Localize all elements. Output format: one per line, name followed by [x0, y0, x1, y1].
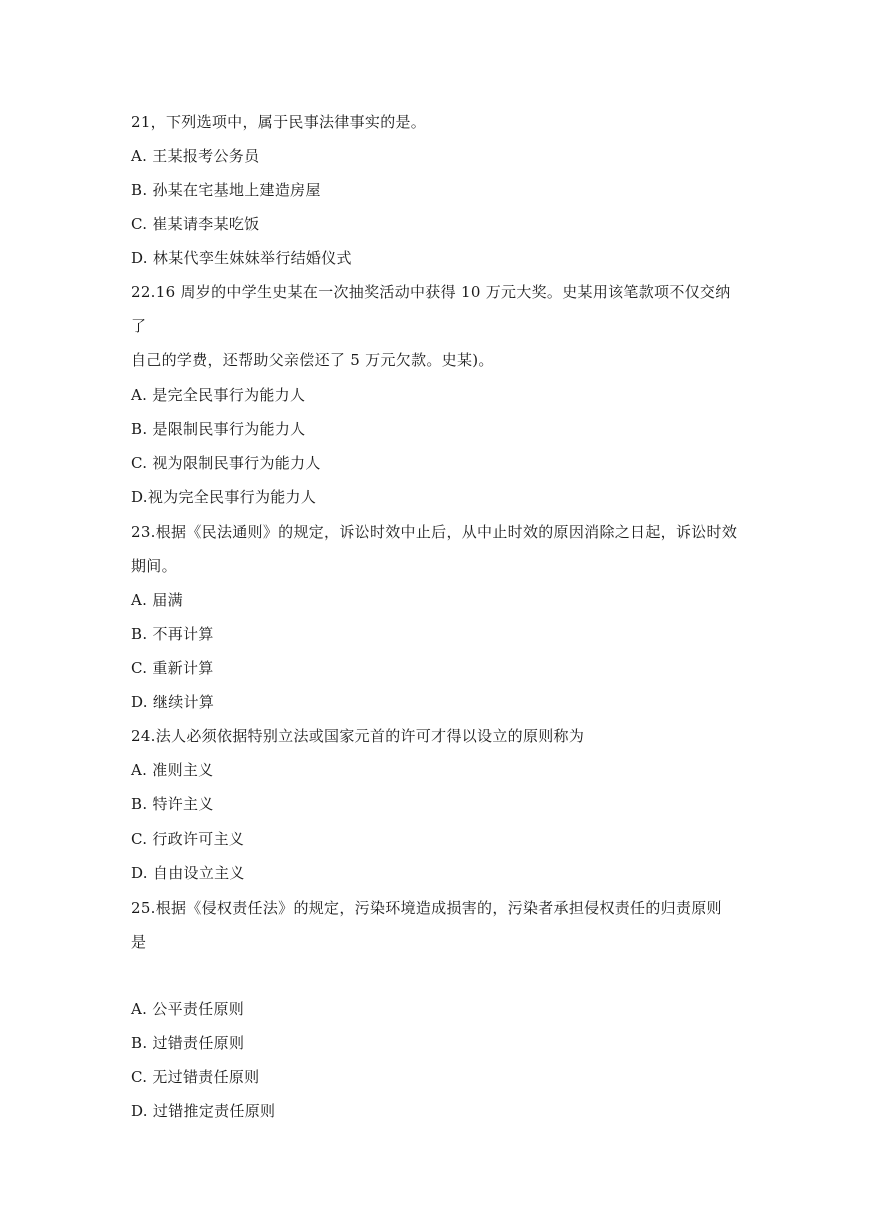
question-22-option-b: B. 是限制民事行为能力人 [131, 420, 306, 438]
question-22-stem-line-3: 自己的学费，还帮助父亲偿还了 5 万元欠款。史某)。 [131, 351, 494, 369]
question-24-option-c: C. 行政许可主义 [131, 830, 245, 848]
question-25-option-b: B. 过错责任原则 [131, 1034, 245, 1052]
question-23-option-c: C. 重新计算 [131, 659, 214, 677]
question-23-stem-line-1: 23.根据《民法通则》的规定，诉讼时效中止后，从中止时效的原因消除之日起，诉讼时效 [131, 523, 738, 541]
question-22-option-a: A. 是完全民事行为能力人 [131, 386, 306, 404]
question-22-stem-line-2: 了 [131, 317, 147, 335]
question-21-option-b: B. 孙某在宅基地上建造房屋 [131, 181, 321, 199]
question-25-stem-line-2: 是 [131, 933, 147, 951]
question-22-stem-line-1: 22.16 周岁的中学生史某在一次抽奖活动中获得 10 万元大奖。史某用该笔款项不仅交纳 [131, 283, 731, 301]
question-24-option-b: B. 特许主义 [131, 795, 214, 813]
question-21-option-d: D. 林某代孪生妹妹举行结婚仪式 [131, 249, 352, 267]
question-23-option-b: B. 不再计算 [131, 625, 214, 643]
question-24-option-d: D. 自由设立主义 [131, 864, 245, 882]
question-21-option-a: A. 王某报考公务员 [131, 147, 260, 165]
question-25-option-d: D. 过错推定责任原则 [131, 1102, 276, 1120]
question-23-option-d: D. 继续计算 [131, 693, 215, 711]
question-25-option-c: C. 无过错责任原则 [131, 1068, 260, 1086]
question-23-option-a: A. 届满 [131, 591, 183, 609]
question-25-option-a: A. 公平责任原则 [131, 1000, 245, 1018]
question-24-stem: 24.法人必须依据特别立法或国家元首的许可才得以设立的原则称为 [131, 727, 585, 745]
question-22-option-c: C. 视为限制民事行为能力人 [131, 454, 321, 472]
question-21-option-c: C. 崔某请李某吃饭 [131, 215, 260, 233]
question-25-stem-line-1: 25.根据《侵权责任法》的规定，污染环境造成损害的，污染者承担侵权责任的归责原则 [131, 899, 722, 917]
question-21-stem: 21，下列选项中，属于民事法律事实的是。 [131, 113, 427, 131]
question-22-option-d: D.视为完全民事行为能力人 [131, 488, 317, 506]
question-23-stem-line-2: 期间。 [131, 557, 177, 575]
question-24-option-a: A. 准则主义 [131, 761, 214, 779]
